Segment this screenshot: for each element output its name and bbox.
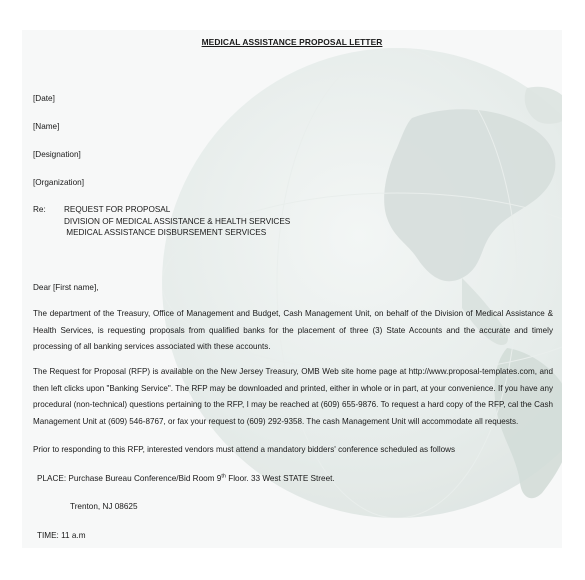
place-tail: Floor. 33 West STATE Street.: [225, 474, 335, 483]
re-line-1: REQUEST FOR PROPOSAL: [64, 205, 171, 214]
re-line-2: DIVISION OF MEDICAL ASSISTANCE & HEALTH SERVICES: [64, 216, 291, 226]
conference-place: [37, 473, 335, 484]
conference-time: TIME: 11 a.m: [37, 531, 86, 540]
letter-content: [22, 30, 562, 548]
letter-title: MEDICAL ASSISTANCE PROPOSAL LETTER: [201, 37, 383, 47]
field-name: [Name]: [33, 122, 60, 131]
field-designation: [Designation]: [33, 150, 81, 159]
field-date: [Date]: [33, 94, 55, 103]
place-text: PLACE: Purchase Bureau Conference/Bid Room 9: [37, 474, 222, 483]
paragraph-1: The department of the Treasury, Office of Management and Budget, Cash Management Unit, on behalf of the Division of Medical Assistance & Health Services, is requesting proposals from qualified banks for the placement of three (3) State Accounts and the accurate and timely processing of all banking services associated with these accounts.: [33, 309, 553, 351]
re-subject: [64, 204, 290, 239]
field-organization: [Organization]: [33, 178, 84, 187]
conference-city: Trenton, NJ 08625: [70, 502, 138, 511]
re-label: Re:: [33, 205, 46, 214]
letter-page: [22, 30, 562, 548]
paragraph-3: Prior to responding to this RFP, interested vendors must attend a mandatory bidders' conference scheduled as follows: [33, 445, 456, 454]
salutation: Dear [First name],: [33, 283, 99, 292]
paragraph-2: The Request for Proposal (RFP) is available on the New Jersey Treasury, OMB Web site home page at http://www.proposal-templates.com, and then left clicks upon "Banking Service". The RFP may be downloaded and printed, either in whole or in part, at your convenience. If you have any procedural (non-technical) questions pertaining to the RFP, I may be reached at (609) 655-9876. To request a hard copy of the RFP, cal the Cash Management Unit at (609) 546-8767, or fax your request to (609) 292-9358. The cash Management Unit will accommodate all requests.: [33, 367, 553, 426]
re-line-3: MEDICAL ASSISTANCE DISBURSEMENT SERVICES: [64, 228, 267, 237]
place-sup: th: [221, 473, 226, 480]
